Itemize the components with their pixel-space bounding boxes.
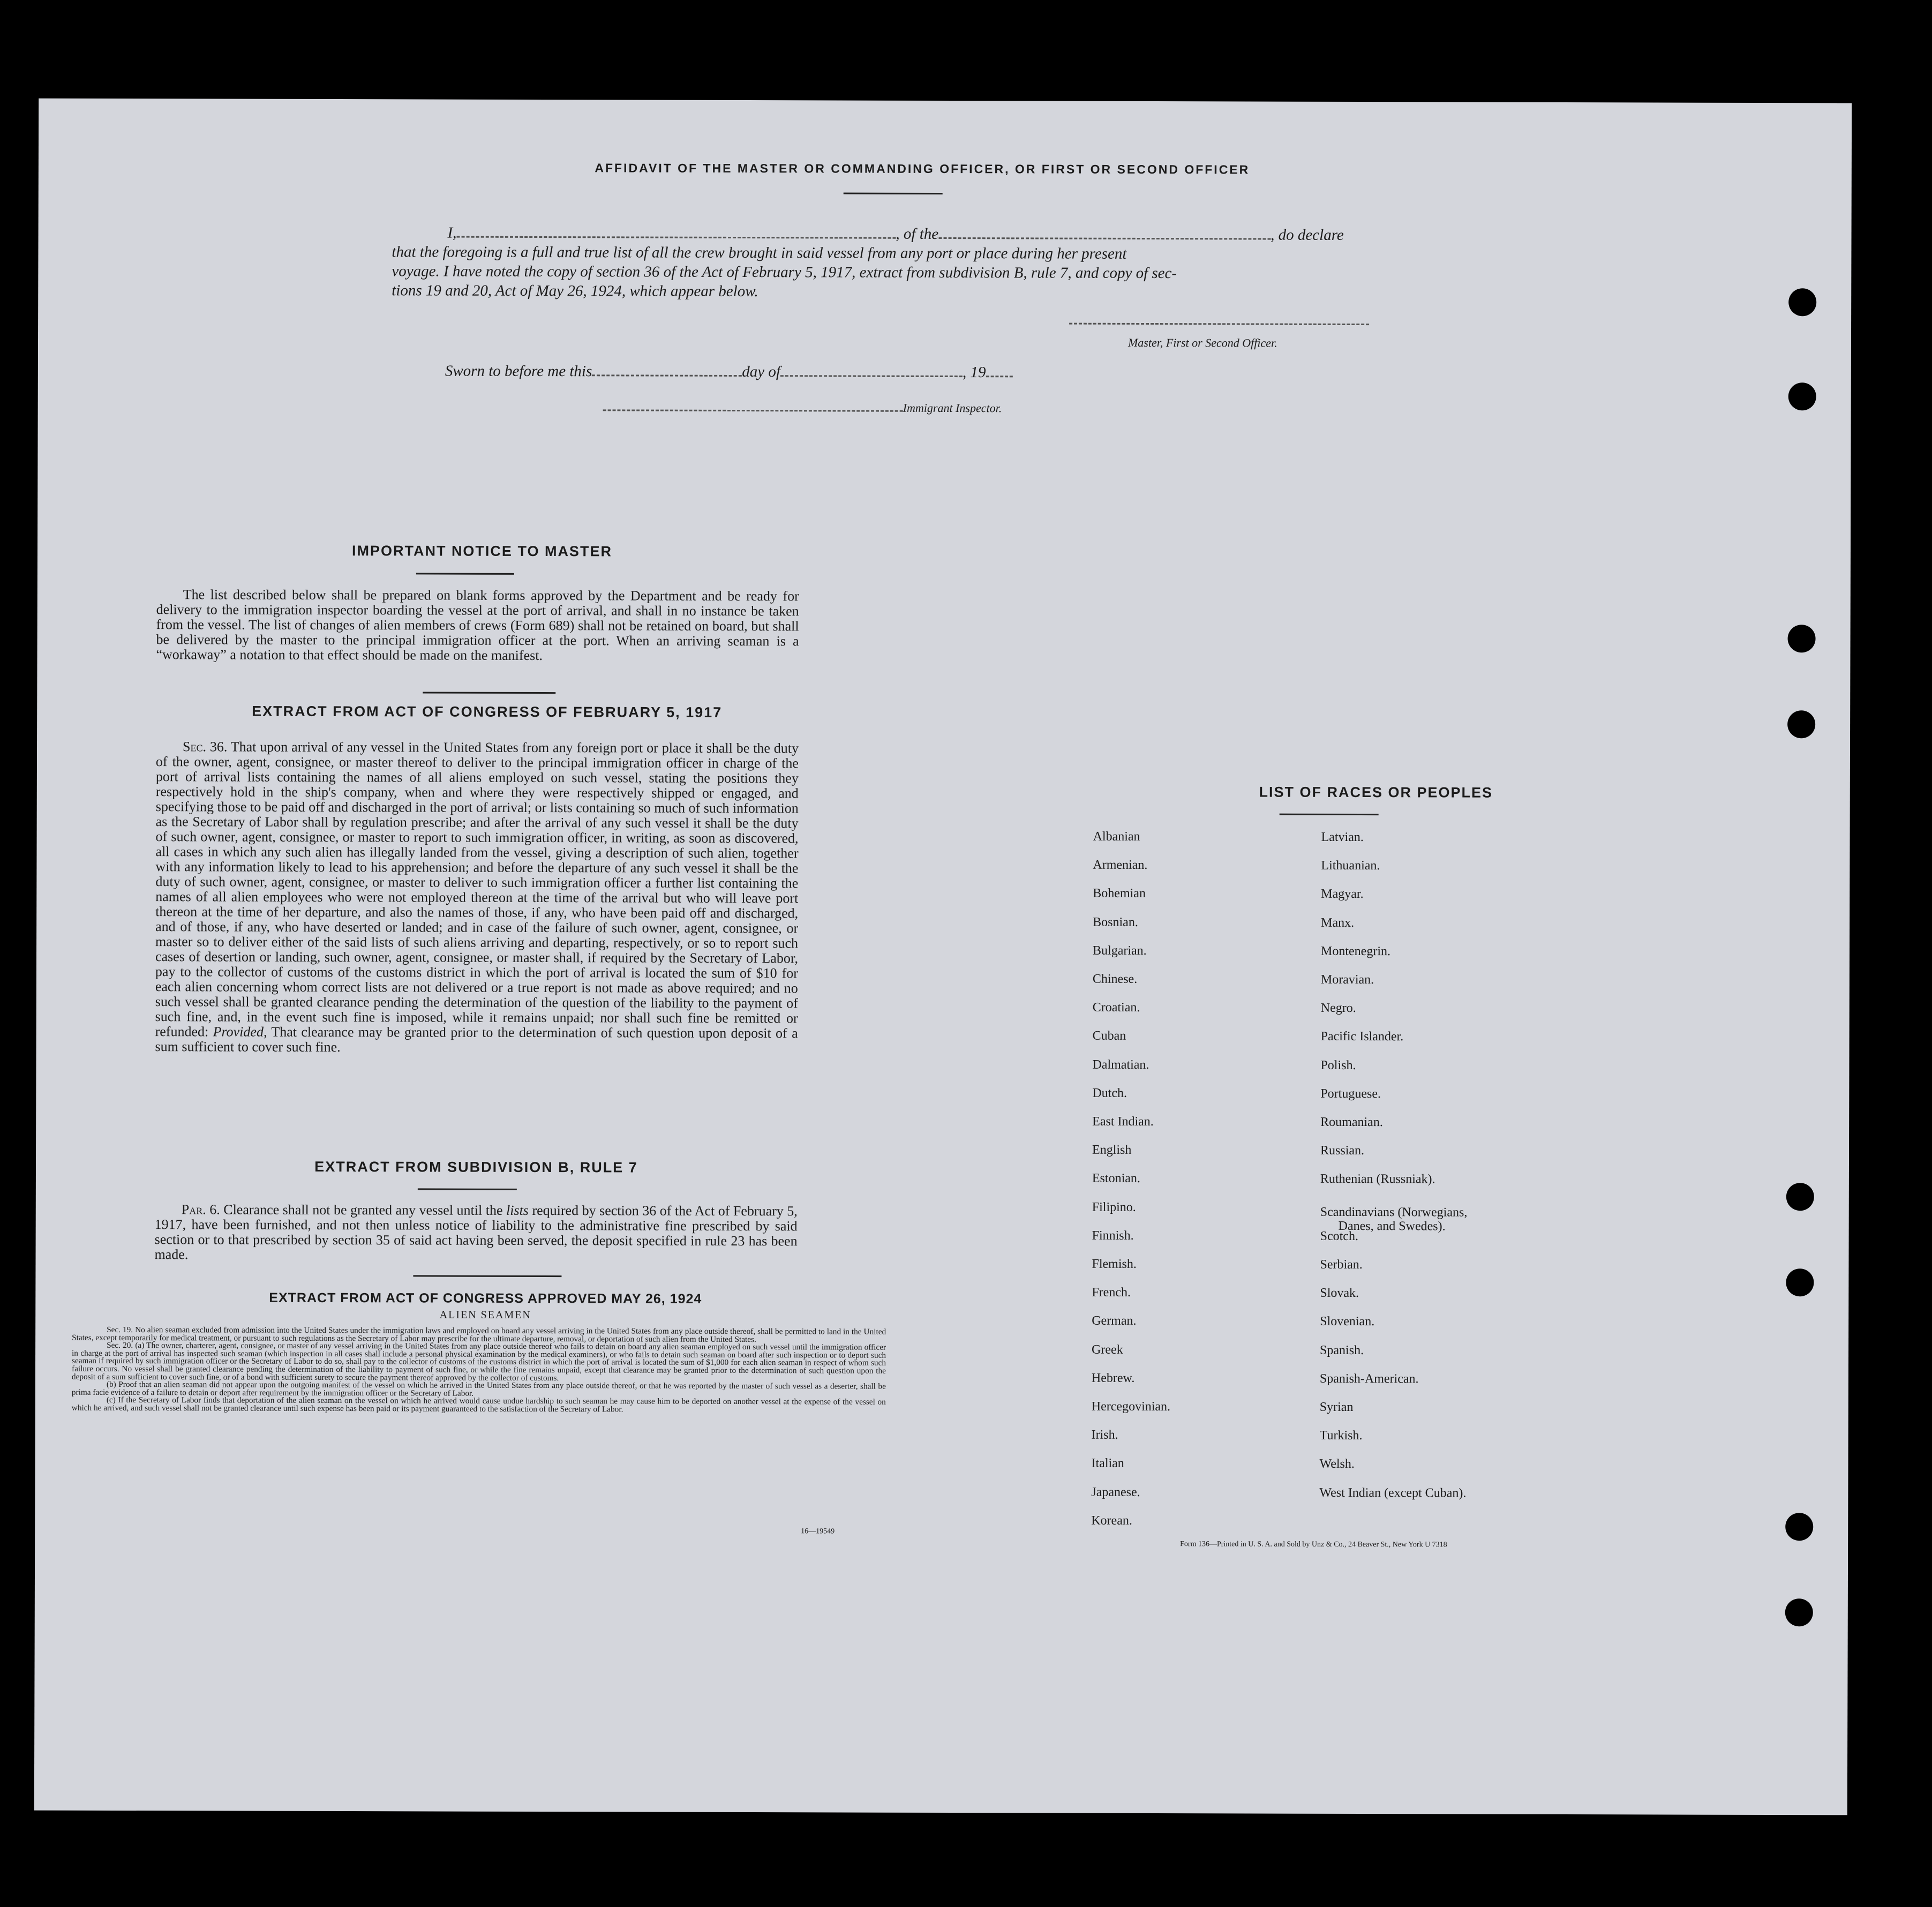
form-sheet — [34, 99, 1852, 1815]
race-item: Dutch. — [1092, 1086, 1127, 1100]
act1917-text — [155, 739, 799, 1056]
race-item: Finnish. — [1092, 1228, 1134, 1243]
rule7-body-b: required by section 36 of the Act of February 5, 1917, have been furnished, and not then unless notice of liability to the administrative fine prescribed by said section or to that prescribed by section 35 of said act having been served, the deposit specified in rule 23 has been made. — [154, 1202, 798, 1263]
rule7-title: EXTRACT FROM SUBDIVISION B, RULE 7 — [314, 1158, 638, 1176]
race-item: Slovak. — [1320, 1286, 1359, 1301]
race-item: Armenian. — [1093, 858, 1148, 873]
inspector-line — [603, 397, 1002, 415]
inspector-signature-blank[interactable] — [603, 397, 903, 411]
notice-rule — [416, 573, 514, 574]
act1917-title: EXTRACT FROM ACT OF CONGRESS OF FEBRUARY 5, 1917 — [252, 703, 723, 720]
act1924-sec20a: Sec. 20. (a) The owner, charterer, agent, consignee, or master of any vessel arriving in the United States from any place outside thereof who fails to detain on board any alien seaman employed on such vessel until the immigration officer in charge at the port of arrival has inspected such seaman (which inspection in all cases shall include a personal physical examination by the medical examiners), or who fails to detain such seaman on board after such inspection or to deport such seaman if required by such immigration officer or the Secretary of Labor to do so, shall pay to the collector of customs of the customs district in which the port of arrival is located the sum of $1,000 for each alien seaman in respect of whom such failure occurs. No vessel shall be granted clearance pending the determination of the liability to payment of such fine, or while the fine remains unpaid, except that clearance may be granted prior to the determination of such question upon the deposit of a sum sufficient to cover such fine, or of a bond with sufficient surety to secure the payment thereof approved by the collector of customs. — [71, 1341, 886, 1383]
race-item: Spanish. — [1320, 1343, 1364, 1357]
punch-hole — [1786, 1268, 1814, 1296]
punch-hole — [1787, 710, 1815, 738]
sworn-day-blank[interactable] — [592, 359, 742, 377]
inspector-label: Immigrant Inspector. — [903, 401, 1002, 415]
race-item: Bulgarian. — [1092, 943, 1147, 958]
race-item: Scotch. — [1320, 1229, 1358, 1243]
sworn-line — [445, 359, 1013, 382]
race-item: Danes, and Swedes). — [1338, 1219, 1446, 1234]
race-item: Cuban — [1092, 1029, 1126, 1043]
race-item: Portuguese. — [1320, 1086, 1381, 1101]
punch-hole — [1788, 288, 1816, 316]
act1917-body-end: That clearance may be granted prior to the determination of such question upon deposit of a sum sufficient to cover such fine. — [155, 1024, 798, 1055]
affidavit-text — [392, 220, 1441, 303]
rule7-text — [155, 1202, 798, 1264]
race-item: Chinese. — [1092, 972, 1138, 986]
rule7-par: Par. 6. — [181, 1202, 220, 1218]
race-item: Spanish-American. — [1319, 1371, 1419, 1386]
act1924-sec20b: (b) Proof that an alien seaman did not appear upon the outgoing manifest of the vessel on which he arrived in the United States from any place outside thereof, or that he was reported by the master of such vessel as a deserter, shall be prima facie evidence of a failure to detain or deport after requirement by the immigration officer or the Secretary of Labor. — [71, 1380, 886, 1398]
rule7-body-a: Clearance shall not be granted any vessel until the — [223, 1202, 503, 1218]
race-item: Pacific Islander. — [1320, 1030, 1404, 1044]
master-signature-label: Master, First or Second Officer. — [1127, 335, 1277, 350]
race-item: Syrian — [1319, 1400, 1354, 1415]
races-rule — [1280, 814, 1379, 815]
punch-hole — [1786, 1183, 1814, 1211]
race-item: Japanese. — [1091, 1485, 1140, 1499]
race-item: Croatian. — [1092, 1000, 1140, 1015]
affidavit-line3: voyage. I have noted the copy of section 36 of the Act of February 5, 1917, extract from subdivision B, rule 7, and copy of sec- — [392, 262, 1177, 282]
rule7-end-rule — [413, 1275, 561, 1277]
notice-title: IMPORTANT NOTICE TO MASTER — [351, 543, 613, 560]
race-item: German. — [1092, 1314, 1137, 1328]
race-item: West Indian (except Cuban). — [1319, 1485, 1467, 1500]
form-number: 16—19549 — [801, 1527, 835, 1536]
race-item: Italian — [1091, 1456, 1124, 1471]
race-item: Polish. — [1320, 1058, 1356, 1072]
act1917-body: That upon arrival of any vessel in the United States from any foreign port or place it shall be the duty of the owner, agent, consignee, or master thereof to deliver to the principal immigration officer in charge of the port of arrival lists containing the names of all aliens employed on such vessel, stating the positions they respectively hold in the ship's company, when and where they were respectively shipped or engaged, and specifying those to be paid off and discharged in the port of arrival; or lists containing so much of such information as the Secretary of Labor shall by regulation prescribe; and after the arrival of any such vessel it shall be the duty of such owner, agent, consignee, or master to report to such immigration officer, in writing, as soon as discovered, all cases in which any such alien has illegally landed from the vessel, giving a description of such alien, together with any information likely to lead to his apprehension; and before the departure of any such vessel it shall be the duty of such owner, agent, consignee, or master to deliver to such immigration officer a further list containing the names of all alien employees who were not employed thereon at the time of the arrival but who will leave port thereon at the time of her departure, and also the names of those, if any, who have been paid off and discharged, and of those, if any, who have deserted or landed; and in case of the failure of such owner, agent, consignee, or master so to deliver either of the said lists of such aliens arriving and departing, respectively, or so to report such cases of desertion or landing, such owner, agent, consignee, or master shall, if required by the Secretary of Labor, pay to the collector of customs of the customs district in which the port of arrival is located the sum of $10 for each alien concerning whom correct lists are not delivered or a true report is not made as above required; and no such vessel shall be granted clearance pending the determination of the question of the liability to the payment of such fine, and, in the event such fine is imposed, while it remains unpaid; nor shall such fine be remitted or refunded: — [155, 739, 799, 1040]
race-item: Filipino. — [1092, 1200, 1136, 1214]
punch-hole — [1785, 1598, 1813, 1626]
race-item: Latvian. — [1321, 830, 1364, 845]
race-item: Greek — [1092, 1342, 1123, 1357]
race-item: French. — [1092, 1285, 1131, 1300]
punch-hole — [1787, 625, 1815, 652]
race-item: Welsh. — [1319, 1457, 1355, 1471]
vessel-blank[interactable] — [938, 222, 1271, 240]
race-item: Dalmatian. — [1092, 1057, 1149, 1072]
year-label: , 19 — [962, 364, 986, 381]
sworn-year-blank[interactable] — [986, 360, 1012, 377]
punch-hole — [1785, 1513, 1813, 1541]
title-rule — [844, 193, 943, 194]
races-title: LIST OF RACES OR PEOPLES — [1259, 784, 1493, 801]
affidavit-line2: that the foregoing is a full and true list of all the crew brought in said vessel from any port or place during her present — [392, 243, 1127, 262]
race-item: Albanian — [1093, 829, 1140, 844]
race-item: Flemish. — [1092, 1257, 1137, 1271]
race-item: Moravian. — [1320, 972, 1374, 987]
act1924-text — [72, 1326, 886, 1415]
affidavit-of-the: , of the — [896, 225, 939, 243]
act1924-subtitle: ALIEN SEAMEN — [439, 1309, 531, 1321]
race-item: Manx. — [1321, 915, 1355, 930]
race-item: Montenegrin. — [1320, 944, 1391, 958]
race-item: Bosnian. — [1093, 915, 1138, 929]
affidavit-title: AFFIDAVIT OF THE MASTER OR COMMANDING OFFICER, OR FIRST OR SECOND OFFICER — [595, 161, 1250, 177]
act1917-sec: Sec. 36. — [182, 739, 228, 755]
race-item: Korean. — [1091, 1513, 1132, 1528]
printer-footer: Form 136—Printed in U. S. A. and Sold by Unz & Co., 24 Beaver St., New York U 7318 — [1180, 1540, 1447, 1549]
race-item: Bohemian — [1093, 887, 1146, 901]
race-item: Lithuanian. — [1321, 859, 1380, 873]
punch-hole — [1788, 382, 1816, 410]
race-item: Serbian. — [1320, 1257, 1363, 1272]
race-item: English — [1092, 1143, 1132, 1158]
affidavit-i: I, — [447, 224, 457, 242]
day-of-label: day of — [742, 363, 781, 381]
name-blank[interactable] — [456, 221, 896, 239]
race-item: Negro. — [1320, 1001, 1356, 1016]
race-item: Ruthenian (Russniak). — [1320, 1172, 1435, 1187]
race-item: Irish. — [1091, 1428, 1118, 1443]
race-item: Roumanian. — [1320, 1115, 1383, 1130]
sworn-label: Sworn to before me this — [445, 362, 592, 380]
race-item: Russian. — [1320, 1144, 1365, 1158]
notice-text: The list described below shall be prepared on blank forms approved by the Department and be ready for delivery to the immigration inspector boarding the vessel at the port of arrival, and shall in no instance be taken from the vessel. The list of changes of alien members of crews (Form 689) shall not be retained on board, but shall be delivered by the master to the principal immigration officer at the port. When an arriving seaman is a “workaway” a notation to that effect should be made on the manifest. — [156, 587, 799, 664]
race-item: East Indian. — [1092, 1114, 1154, 1129]
race-item: Hebrew. — [1091, 1371, 1135, 1385]
act1917-provided: Provided, — [213, 1024, 267, 1040]
race-item: Slovenian. — [1320, 1315, 1375, 1329]
race-item: Magyar. — [1321, 887, 1364, 902]
race-item: Hercegovinian. — [1091, 1399, 1171, 1414]
act1924-sec20c: (c) If the Secretary of Labor finds that deportation of the alien seaman on the vessel on which he arrived would cause undue hardship to such seaman he may cause him to be deported on another vessel at the expense of the vessel on which he arrived, and such vessel shall not be granted clearance until such expense has been paid or its payment guaranteed to the satisfaction of the Secretary of Labor. — [71, 1395, 886, 1414]
sworn-month-blank[interactable] — [780, 359, 963, 377]
race-item: Scandinavians (Norwegians, — [1320, 1205, 1468, 1220]
affidavit-line4: tions 19 and 20, Act of May 26, 1924, which appear below. — [392, 282, 758, 301]
master-signature-line[interactable] — [1069, 323, 1369, 325]
race-item: Turkish. — [1319, 1429, 1363, 1443]
act1924-sec19: Sec. 19. No alien seaman excluded from admission into the United States under the immigration laws and employed on board any vessel arriving in the United States from any place outside thereof, shall be permitted to land in the United States, except temporarily for medical treatment, or pursuant to such regulations as the Secretary of Labor may prescribe for the ultimate departure, removal, or deportation of such alien from the United States. — [72, 1325, 886, 1344]
rule7-rule — [418, 1188, 517, 1190]
affidavit-declare: , do declare — [1271, 226, 1344, 244]
race-item: Estonian. — [1092, 1172, 1140, 1186]
act1924-title: EXTRACT FROM ACT OF CONGRESS APPROVED MAY 26, 1924 — [269, 1290, 702, 1307]
rule7-lists: lists — [506, 1202, 529, 1218]
notice-end-rule — [423, 692, 555, 694]
